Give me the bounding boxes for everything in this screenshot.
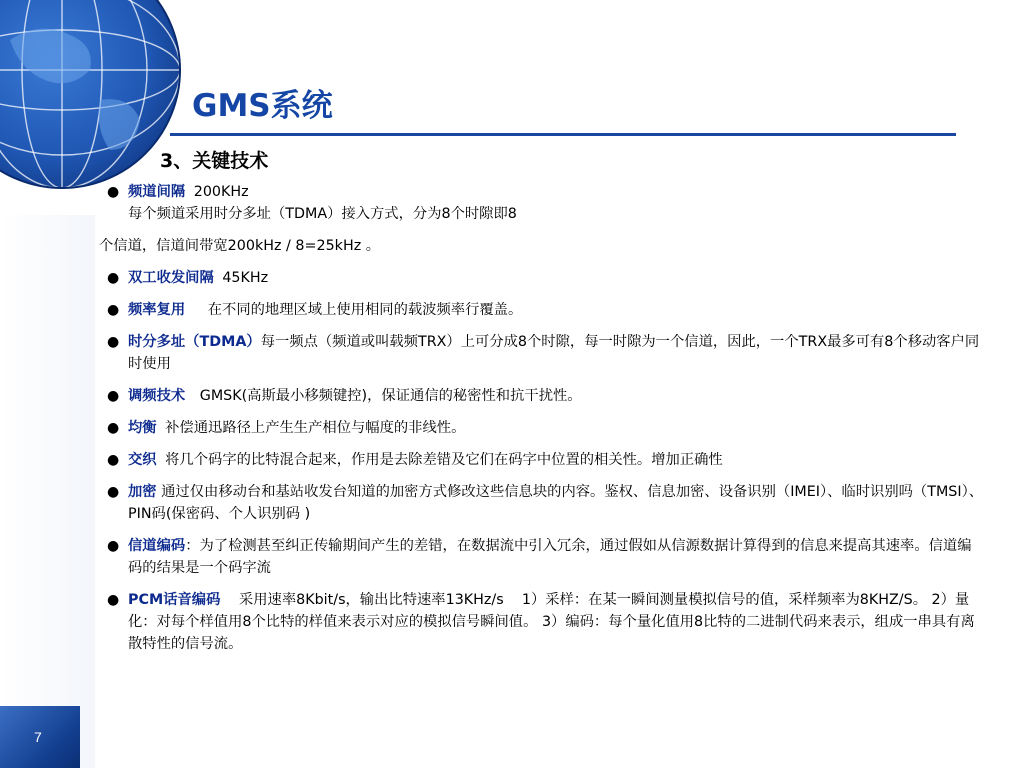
bullet-dot: ●	[107, 452, 120, 468]
bullet-dot: ●	[107, 334, 120, 350]
bullet-dot: ●	[107, 592, 120, 608]
item-term: 频道间隔	[128, 184, 186, 200]
bullet-dot: ●	[107, 184, 120, 200]
footer-page-badge	[0, 706, 80, 768]
left-margin-panel	[0, 215, 95, 768]
item-text: ：为了检测甚至纠正传输期间产生的差错，在数据流中引入冗余，通过假如从信源数据计算得到的信息来提高其速率。信道编码的结果是一个码字流	[128, 538, 972, 576]
list-item	[105, 535, 985, 579]
bullet-dot: ●	[107, 538, 120, 554]
bullet-dot: ●	[107, 484, 120, 500]
item-text: 200KHz	[193, 184, 249, 200]
item-term: 加密	[128, 484, 157, 500]
item-text-line2: 每个频道采用时分多址（TDMA）接入方式，分为8个时隙即8	[128, 206, 517, 222]
list-item	[105, 417, 985, 439]
item-text: 在不同的地理区域上使用相同的载波频率行覆盖。	[207, 302, 523, 318]
item-text: GMSK(高斯最小移频键控)，保证通信的秘密性和抗干扰性。	[199, 388, 582, 404]
item-text: 采用速率8Kbit/s，输出比特速率13KHz/s 1）采样：在某一瞬间测量模拟信号的值，采样频率为8KHZ/S。 2）量化：对每个样值用8个比特的样值来表示对应的模拟信号瞬间值。 3）编码：每个量化值用8比特的二进制代码来表示，组成一串具有离散特性的信号流。	[128, 592, 975, 652]
bullet-dot: ●	[107, 270, 120, 286]
bullet-dot: ●	[107, 420, 120, 436]
item-text: 每一频点（频道或叫载频TRX）上可分成8个时隙，每一时隙为一个信道，因此，一个TRX最多可有8个移动客户同时使用	[128, 334, 980, 372]
bullet-dot: ●	[107, 302, 120, 318]
page-number: 7	[34, 729, 42, 745]
list-item	[105, 481, 985, 525]
item-text: 将几个码字的比特混合起来，作用是去除差错及它们在码字中位置的相关性。增加正确性	[165, 452, 723, 468]
bullet-dot: ●	[107, 388, 120, 404]
item-text: 个信道，信道间带宽200kHz / 8=25kHz 。	[99, 238, 381, 254]
item-text: 通过仅由移动台和基站收发台知道的加密方式修改这些信息块的内容。鉴权、信息加密、设备识别（IMEI）、临时识别吗（TMSI）、PIN码(保密码、个人识别码 )	[128, 484, 984, 522]
list-item-continuation	[99, 235, 985, 257]
list-item	[105, 181, 985, 225]
item-text: 补偿通迅路径上产生生产相位与幅度的非线性。	[165, 420, 466, 436]
list-item	[105, 589, 985, 655]
item-term: 时分多址（TDMA）	[128, 334, 261, 350]
item-term: 频率复用	[128, 302, 186, 318]
list-item	[105, 449, 985, 471]
item-term: PCM话音编码	[128, 592, 221, 608]
title-underline	[170, 133, 956, 136]
item-term: 调频技术	[128, 388, 186, 404]
bullet-list	[99, 181, 985, 665]
list-item	[105, 385, 985, 407]
list-item	[105, 299, 985, 321]
slide-subtitle: 3、关键技术	[160, 150, 269, 172]
list-item	[105, 267, 985, 289]
list-item	[105, 331, 985, 375]
item-term: 信道编码	[128, 538, 186, 554]
item-term: 均衡	[128, 420, 157, 436]
item-term: 交织	[128, 452, 157, 468]
slide-title: GMS系统	[192, 88, 333, 124]
item-term: 双工收发间隔	[128, 270, 214, 286]
item-text: 45KHz	[222, 270, 269, 286]
